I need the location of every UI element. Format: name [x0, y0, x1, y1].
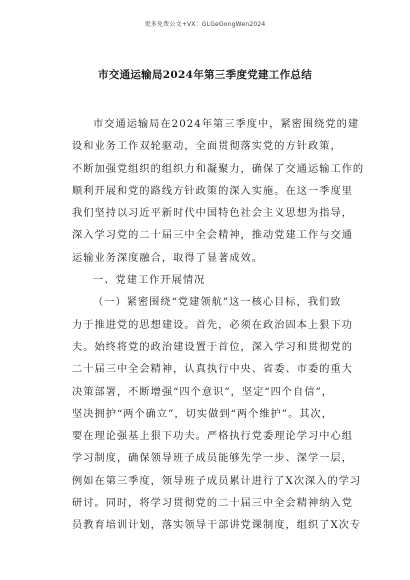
paragraph-line: 员教育培训计划，落实领导干部讲党课制度，组织了X次专 [72, 520, 362, 532]
paragraph-line: 例如在第三季度，领导班子成员累计进行了X次深入的学习 [72, 475, 362, 487]
paragraph-line: 力于推进党的思想建设。首先，必须在政治固本上狠下功 [72, 319, 353, 331]
paragraph-line: 不断加强党组织的组织力和凝聚力，确保了交通运输工作的 [72, 163, 365, 175]
document-body [72, 114, 365, 538]
paragraph-line: 运输业务深度融合，取得了显著成效。 [72, 252, 264, 264]
paragraph-line: 我们坚持以习近平新时代中国特色社会主义思想为指导， [72, 208, 353, 220]
document-title: 市交通运输局2024年第三季度党建工作总结 [97, 69, 313, 81]
paragraph-line: 研讨。同时，将学习贯彻党的二十届三中全会精神纳入党 [72, 498, 353, 510]
paragraph-line: 要在理论强基上狠下功夫。严格执行党委理论学习中心组 [72, 431, 353, 443]
paragraph-line: 设和业务工作双轮驱动，全面贯彻落实党的方针政策， [72, 141, 342, 153]
paragraph-line: 决策部署，不断增强“四个意识”，坚定“四个自信”， [72, 386, 334, 398]
section-heading: 一、党建工作开展情况 [93, 275, 206, 287]
header-note: 更多免费公文+VX：GLGeGongWen2024 [144, 21, 266, 28]
paragraph-line: 坚决拥护“两个确立”，切实做到“两个维护”。其次， [72, 408, 334, 420]
paragraph-line: 顺利开展和党的路线方针政策的深入实施。在这一季度里 [72, 185, 353, 197]
paragraph-line: 深入学习党的二十届三中全会精神，推动党建工作与交通 [72, 230, 353, 242]
paragraph-line: 市交通运输局在2024年第三季度中，紧密围绕党的建 [93, 119, 360, 130]
paragraph-line: （一）紧密围绕“党建领航”这一核心目标，我们致 [93, 297, 342, 309]
paragraph-line: 夫。始终将党的政治建设置于首位，深入学习和贯彻党的 [72, 341, 353, 353]
paragraph-line: 二十届三中全会精神，认真执行中央、省委、市委的重大 [72, 364, 353, 376]
paragraph-line: 学习制度，确保领导班子成员能够先学一步、深学一层， [72, 453, 353, 465]
